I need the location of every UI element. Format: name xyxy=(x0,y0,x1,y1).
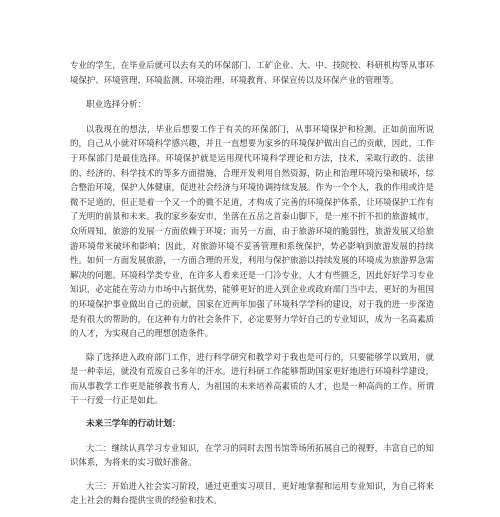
plan-heading: 未来三学年的行动计划： xyxy=(86,419,181,430)
alternative-paragraph: 除了选择进入政府部门工作，进行科学研究和教学对于我也是可行的，只要能够学以致用，就是一种幸运，就没有荒废自己多年的汗水。进行科研工作能够帮助国家更好地进行环境科学建设，而从事教学工作更是能够教书育人，为祖国的未来培养高素质的人才，也是一种高尚的工作。所谓干一行爱一行正是如此。 xyxy=(70,351,434,406)
year3-label: 大三： xyxy=(86,480,112,491)
career-heading: 职业选择分析： xyxy=(86,100,147,111)
spacer xyxy=(70,113,434,122)
year2-paragraph xyxy=(70,441,434,470)
spacer xyxy=(70,408,434,417)
spacer xyxy=(70,470,434,479)
document-page xyxy=(70,58,434,508)
spacer xyxy=(70,341,434,350)
intro-paragraph: 专业的学生，在毕业后就可以去有关的环保部门、工矿企业、大、中、技院校、科研机构等从事环境保护、环境管理、环境监测、环境治理、环境教育、环保宣传以及环保产业的管理等。 xyxy=(70,60,434,85)
year3-paragraph xyxy=(70,479,434,508)
year2-label: 大二： xyxy=(86,442,112,453)
year2-text: 继续认真学习专业知识，在学习的同时去图书馆等场所拓展自己的视野，丰富自己的知识体系，为将来的实习做好准备。 xyxy=(70,442,434,468)
spacer xyxy=(70,87,434,98)
year3-text: 开始进入社会实习阶段，通过更重实习项目，更好地掌握和运用专业知识，为自己将来走上社会的舞台提供宝贵的经验和技术。 xyxy=(70,480,434,506)
career-paragraph: 以我现在的想法，毕业后想要工作于有关的环保部门，从事环境保护和检测。正如前面所说的，自己从小就对环境科学感兴趣，并且一直想要为家乡的环境保护做出自己的贡献，因此，工作于环保部门是最佳选择。环境保护就是运用现代环境科学理论和方法，技术，采取行政的、法律的、经济的、科学技术的等多方面措施，合理开发利用自然资源，防止和治理环境污染和破坏，综合整治环境，保护人体健康，促进社会经济与环境协调持续发展。作为一个个人，我的作用或许是微不足道的，但正是着一个又一个的微不足道，才构成了完善的环境保护体系，让环境保护工作有了光明的前景和未来。我的家乡泰安市，坐落在五岳之首泰山脚下，是一座不折不扣的旅游城市，众所周知，旅游的发展一方面依赖于环境；而另一方面，由于旅游环境的脆弱性，旅游发展又给旅游环境带来破坏和影响；因此，对旅游环境不妥善管理和系统保护，势必影响到旅游发展的持续性。如何一方面发展旅游，一方面合理的开发，利用与保护旅游以持续发展的环境成为旅游界急需解决的问题。环境科学类专业，在许多人看来还是一门冷专业，人才有些匮乏，因此好好学习专业知识，必定能在劳动力市场中占据优势，能够更好的进入到企业或政府部门当中去，更好的为祖国的环境保护事业做出自己的贡献，国家在近两年加强了环境科学学科的建设，对于我的进一步深造是有很大的帮助的，在这种有力的社会条件下，必定要努力学好自己的专业知识，成为一名高素质的人才，为实现自己的理想创造条件。 xyxy=(70,123,434,339)
spacer xyxy=(70,432,434,441)
